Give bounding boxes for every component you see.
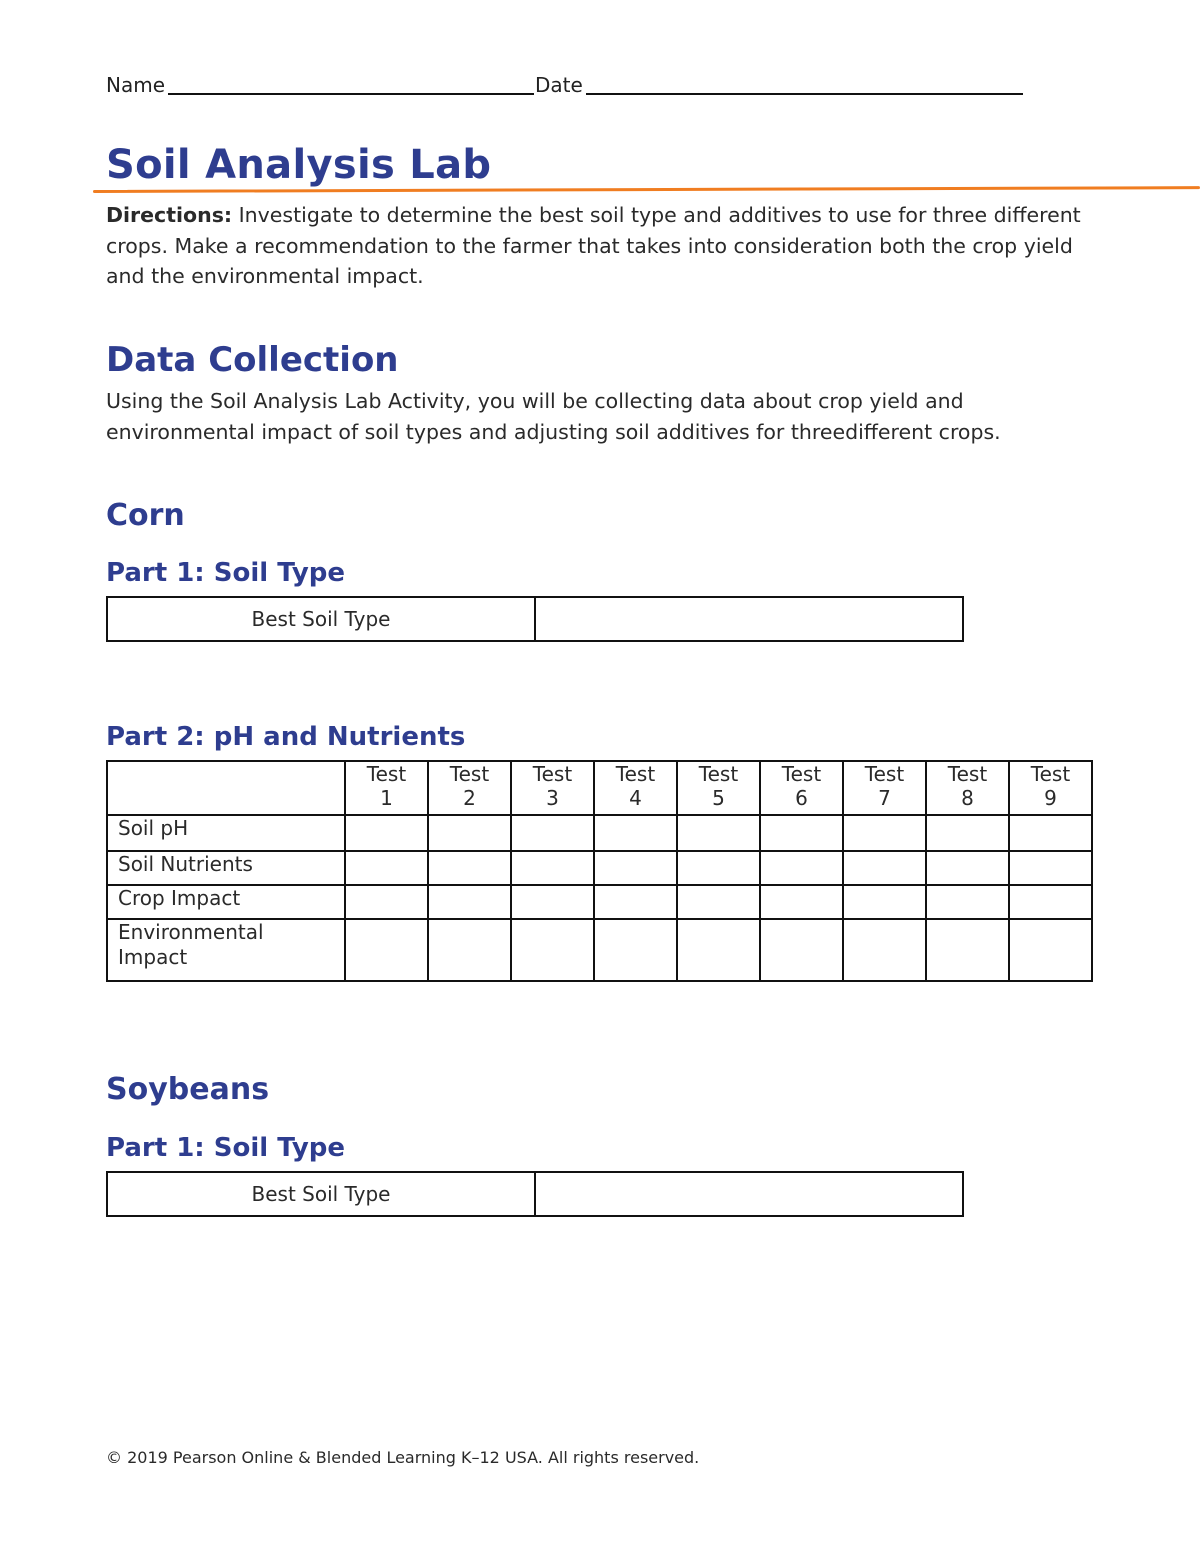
table-cell[interactable] [843,919,926,981]
table-cell[interactable] [428,919,511,981]
corn-ph-nutrients-table [106,760,1093,982]
column-header-test-2: Test 2 [428,761,511,815]
table-cell[interactable] [594,919,677,981]
page-title: Soil Analysis Lab [106,142,492,188]
table-cell[interactable] [843,885,926,919]
soybeans-part1-heading: Part 1: Soil Type [106,1133,346,1163]
table-cell[interactable] [594,851,677,885]
table-corner-cell [107,761,345,815]
data-collection-text: Using the Soil Analysis Lab Activity, you will be collecting data about crop yield and environmental impact of soil types and adjusting soil additives for threedifferent crops. [106,389,1001,444]
table-cell[interactable] [1009,815,1092,851]
table-cell[interactable] [428,851,511,885]
soybeans-best-soil-type-label: Best Soil Type [107,1172,535,1216]
column-header-test-1: Test 1 [345,761,428,815]
table-cell[interactable] [760,815,843,851]
corn-best-soil-type-input[interactable] [535,597,963,641]
corn-part2-heading: Part 2: pH and Nutrients [106,722,466,752]
table-cell[interactable] [1009,885,1092,919]
table-cell[interactable] [1009,919,1092,981]
table-cell[interactable] [677,815,760,851]
table-cell[interactable] [345,815,428,851]
table-cell[interactable] [760,851,843,885]
table-cell[interactable] [843,815,926,851]
table-cell[interactable] [926,919,1009,981]
directions-label: Directions: [106,203,233,227]
row-label-crop-impact: Crop Impact [107,885,345,919]
row-label-soil-nutrients: Soil Nutrients [107,851,345,885]
table-cell[interactable] [843,851,926,885]
table-cell[interactable] [760,885,843,919]
table-cell[interactable] [926,851,1009,885]
table-cell[interactable] [677,851,760,885]
row-label-environmental-impact: Environmental Impact [107,919,345,981]
date-field[interactable] [586,93,1023,95]
table-cell[interactable] [511,815,594,851]
name-label: Name [106,73,166,97]
table-cell[interactable] [1009,851,1092,885]
copyright-footer: © 2019 Pearson Online & Blended Learning K–12 USA. All rights reserved. [106,1448,700,1467]
table-cell[interactable] [345,885,428,919]
table-cell[interactable] [677,885,760,919]
table-cell[interactable] [594,885,677,919]
column-header-test-5: Test 5 [677,761,760,815]
name-field[interactable] [168,93,534,95]
column-header-test-8: Test 8 [926,761,1009,815]
table-cell[interactable] [594,815,677,851]
column-header-test-6: Test 6 [760,761,843,815]
table-row [107,815,1092,851]
column-header-test-9: Test 9 [1009,761,1092,815]
row-label-soil-ph: Soil pH [107,815,345,851]
corn-soil-type-table [106,596,964,642]
table-cell[interactable] [926,885,1009,919]
table-cell[interactable] [345,919,428,981]
column-header-test-4: Test 4 [594,761,677,815]
column-header-test-3: Test 3 [511,761,594,815]
column-header-test-7: Test 7 [843,761,926,815]
table-cell[interactable] [926,815,1009,851]
directions-paragraph [106,200,1096,292]
directions-text: Investigate to determine the best soil type and additives to use for three different crops. Make a recommendation to the farmer that takes into consideration both the crop yield and the environmental impact. [106,203,1081,288]
table-cell[interactable] [760,919,843,981]
table-row [107,919,1092,981]
table-cell[interactable] [677,919,760,981]
corn-best-soil-type-label: Best Soil Type [107,597,535,641]
table-row [107,851,1092,885]
date-label: Date [535,73,583,97]
corn-heading: Corn [106,498,185,533]
corn-part1-heading: Part 1: Soil Type [106,558,346,588]
table-cell[interactable] [345,851,428,885]
table-row [107,885,1092,919]
soybeans-heading: Soybeans [106,1072,270,1107]
table-cell[interactable] [511,851,594,885]
table-cell[interactable] [428,885,511,919]
soybeans-best-soil-type-input[interactable] [535,1172,963,1216]
table-cell[interactable] [511,919,594,981]
data-collection-heading: Data Collection [106,340,399,380]
table-cell[interactable] [428,815,511,851]
table-cell[interactable] [511,885,594,919]
soybeans-soil-type-table [106,1171,964,1217]
